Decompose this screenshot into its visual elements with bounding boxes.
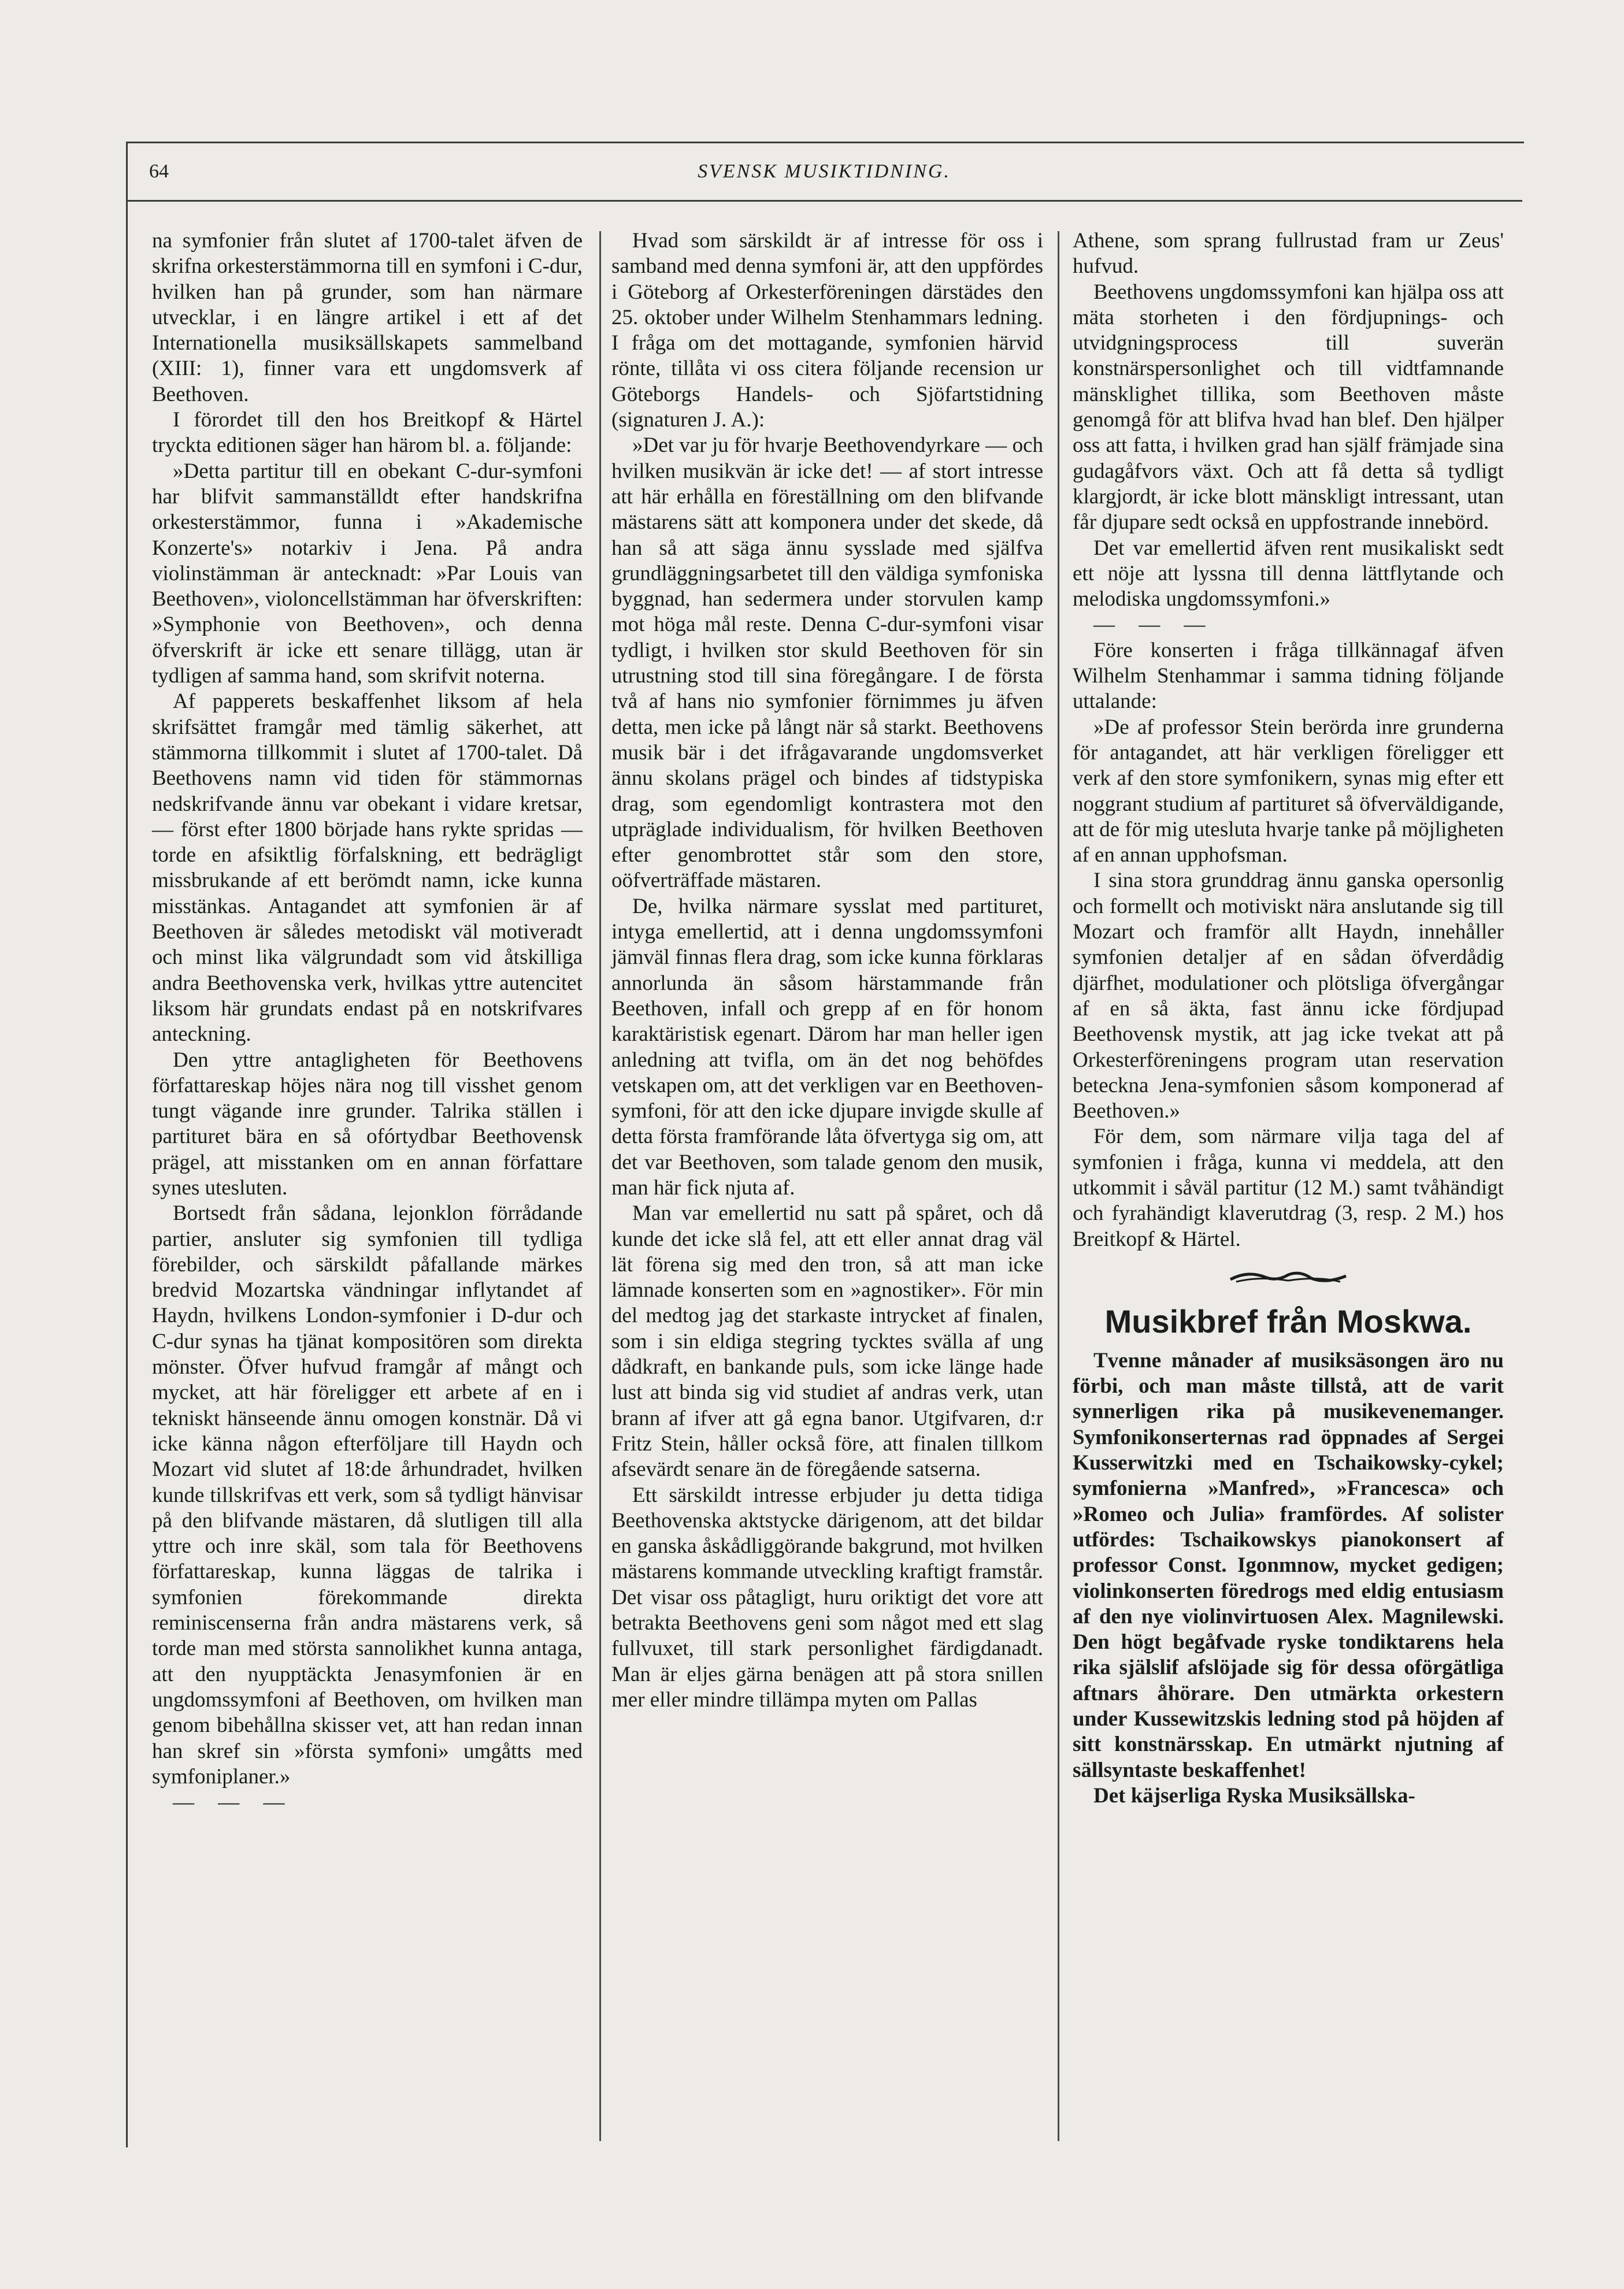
- page-header: [126, 144, 1522, 202]
- column-divider: [599, 231, 601, 2141]
- paragraph: »De af professor Stein berörda inre grunderna för antagandet, att här verkligen föreligger ett verk af den store symfonikern, synas mig efter ett noggrant studium af partituret så öfverväldigande, att de för mig utesluta hvarje tanke på möjligheten af en annan upphofsman.: [1073, 715, 1504, 867]
- column-1: [152, 228, 583, 1815]
- section-separator: — — —: [1093, 613, 1215, 637]
- paragraph: Man var emellertid nu satt på spåret, och då kunde det icke slå fel, att ett eller annat drag väl lät förena sig med den tron, så att man icke lämnade konserten som en »agnostiker». För min del medtog jag det starkaste intrycket af finalen, som i sin eldiga stegring tycktes svälla af ung dådkraft, en bankande puls, som icke länge hade lust att binda sig vid studiet af andras verk, utan brann af ifver att gå egna banor. Utgifvaren, d:r Fritz Stein, håller också före, att finalen tillkom afsevärdt senare än de föregående satserna.: [611, 1201, 1043, 1482]
- paragraph: Tvenne månader af musiksäsongen äro nu förbi, och man måste tillstå, att de varit synnerligen rika på musikevenemanger. Symfonikonserternas rad öppnades af Sergei Kusserwitzki med en Tschaikowsky-cykel; symfonierna »Manfred», »Francesca» och »Romeo och Julia» framfördes. Af solister utfördes: Tschaikowskys pianokonsert af professor Const. Igonmnow, mycket gedigen; violinkonserten föredrogs med eldig entusiasm af den nye violinvirtuosen Alex. Magnilewski. Den högt begåfvade ryske tondiktarens hela rika själslif afslöjade sig för dessa oförgätliga aftnars åhörare. Den utmärkta orkestern under Kussewitzskis ledning stod på höjden af sitt konstnärsskap. En utmärkt njutning af sällsyntaste beskaffenhet!: [1073, 1348, 1504, 1782]
- paragraph: Beethovens ungdomssymfoni kan hjälpa oss att mäta storheten i den fördjupnings- och utvidgningsprocess till suverän konstnärspersonlighet och till vidtfamnande mänsklighet tillika, som Beethoven måste genomgå för att blifva hvad han blef. Den hjälper oss att fatta, i hvilken grad han själf främjade sina gudagåfvors växt. Och att få detta så tydligt klargjordt, är icke blott mänskligt intressant, utan får djupare sedt också en uppfostrande innebörd.: [1073, 280, 1504, 535]
- ornament-divider: [1073, 1267, 1504, 1285]
- article-title: Musikbref från Moskwa.: [1104, 1303, 1472, 1340]
- running-title: SVENSK MUSIKTIDNING.: [698, 161, 951, 182]
- paragraph: För dem, som närmare vilja taga del af symfonien i fråga, kunna vi meddela, att den utkommit i såväl partitur (12 M.) samt tvåhändigt och fyrahändigt klaverutdrag (3, resp. 2 M.) hos Breitkopf & Härtel.: [1073, 1125, 1504, 1251]
- header-rule: [126, 200, 1522, 202]
- paragraph: Det var emellertid äfven rent musikaliskt sedt ett nöje att lyssna till denna lättflytande och melodiska ungdomssymfoni.»: [1073, 536, 1504, 611]
- paragraph: Athene, som sprang fullrustad fram ur Zeus' hufvud.: [1073, 229, 1504, 279]
- paragraph: Det käjserliga Ryska Musiksällska-: [1093, 1783, 1415, 1808]
- paragraph: Hvad som särskildt är af intresse för oss i samband med denna symfoni är, att den uppfördes i Göteborg af Orkesterföreningen därstädes den 25. oktober under Wilhelm Stenhammars ledning. I fråga om det mottagande, symfonien härvid rönte, tillåta vi oss citera följande recension ur Göteborgs Handels- och Sjöfartstidning (signaturen J. A.):: [611, 229, 1043, 432]
- paragraph: Bortsedt från sådana, lejonklon förrådande partier, ansluter sig symfonien till tydliga förebilder, och särskildt påfallande märkes bredvid Mozartska vändningar inflytandet af Haydn, hvilkens London-symfonier i D-dur och C-dur synas ha tjänat kompositören som direkta mönster. Öfver hufvud framgår af mångt och mycket, att här föreligger ett arbete af en i tekniskt hänseende ännu omogen konstnär. Då vi icke känna någon efterföljare till Haydn och Mozart vid slutet af 18:de århundradet, hvilken kunde tillskrifvas ett verk, som så tydligt hänvisar på den blifvande mästaren, då slutligen till alla yttre och inre skäl, som tala för Beethovens författareskap, kunna läggas de talrika i symfonien förekommande direkta reminiscenserna från andra mästarens verk, så torde man med största sannolikhet kunna antaga, att den nyupptäckta Jenasymfonien är en ungdomssymfoni af Beethoven, om hvilken man genom bibehållna skisser vet, att han redan innan han skref sin »första symfoni» umgåtts med symfoniplaner.»: [152, 1201, 583, 1789]
- column-2: [611, 228, 1043, 1713]
- column-divider: [1058, 231, 1059, 2141]
- paragraph: Den yttre antagligheten för Beethovens författareskap höjes nära nog till visshet genom tungt vägande inre grunder. Talrika ställen i partituret bära en så ofórtydbar Beethovensk prägel, att misstanken om en annan författare synes utesluten.: [152, 1048, 583, 1200]
- paragraph: »Det var ju för hvarje Beethovendyrkare — och hvilken musikvän är icke det! — af stort intresse att här erhålla en föreställning om den blifvande mästarens sätt att komponera under det skede, då han så att säga ännu sysslade med själfva grundläggningsarbetet till den väldiga symfoniska byggnad, han sedermera under storvulen kamp mot höga mål reste. Denna C-dur-symfoni visar tydligt, i hvilken stor skuld Beethoven för sin utrustning stod till sina föregångare. I de första två af hans nio symfonier förnimmes ju äfven detta, men icke på långt när så starkt. Beethovens musik bär i det ifrågavarande ungdomsverket ännu skolans prägel och bindes af tidstypiska drag, som egendomligt kontrastera mot den utpräglade individualism, för hvilken Beethoven efter genombrottet står som den store, oöfverträffade mästaren.: [611, 433, 1043, 893]
- paragraph: Före konserten i fråga tillkännagaf äfven Wilhelm Stenhammar i samma tidning följande uttalande:: [1073, 638, 1504, 714]
- page-number: 64: [149, 161, 169, 182]
- paragraph: I förordet till den hos Breitkopf & Härtel tryckta editionen säger han härom bl. a. följande:: [152, 408, 583, 458]
- paragraph: »Detta partitur till en obekant C-dur-symfoni har blifvit sammanställdt efter handskrifna orkesterstämmor, funna i »Akademische Konzerte's» notarkiv i Jena. På andra violinstämman är antecknadt: »Par Louis van Beethoven», violoncellstämman har öfverskriften: »Symphonie von Beethoven», och denna öfverskrift är icke ett senare tillägg, utan är tydligen af samma hand, som skrifvit noterna.: [152, 459, 583, 688]
- paragraph: Af papperets beskaffenhet liksom af hela skrifsättet framgår med tämlig säkerhet, att stämmorna tillkommit i slutet af 1700-talet. Då Beethovens namn vid tiden för stämmornas nedskrifvande ännu var obekant i vidare kretsar, — först efter 1800 började hans rykte spridas — torde en afsiktlig förfalskning, ett bedrägligt missbrukande af ett berömdt namn, icke kunna misstänkas. Antagandet att symfonien är af Beethoven är således metodiskt väl motiveradt och minst lika välgrundadt som vid åtskilliga andra Beethovenska verk, hvilkas yttre autencitet liksom här grundats endast på en notskrifvares anteckning.: [152, 689, 583, 1047]
- paragraph: na symfonier från slutet af 1700-talet äfven de skrifna orkesterstämmorna till en symfoni i C-dur, hvilken han på grunder, som han närmare utvecklar, i en längre artikel i ett af det Internationella musiksällskapets sammelband (XIII: 1), finner vara ett ungdomsverk af Beethoven.: [152, 229, 583, 406]
- paragraph: De, hvilka närmare sysslat med partituret, intyga emellertid, att i denna ungdomssymfoni jämväl finnas flera drag, som icke kunna förklaras annorlunda än såsom härstammande från Beethoven, infall och grepp af en för honom karaktäristisk egenart. Därom har man heller igen anledning att tvifla, om än det nog behöfdes vetskapen om, att det verkligen var en Beethoven-symfoni, för att den icke djupare invigde skulle af detta första framförande låta öfvertyga sig om, att det var Beethoven, som talade genom den musik, man här fick njuta af.: [611, 894, 1043, 1200]
- section-separator: — — —: [173, 1790, 294, 1815]
- paragraph: Ett särskildt intresse erbjuder ju detta tidiga Beethovenska aktstycke därigenom, att det bildar en ganska åskådliggörande bakgrund, mot hvilken mästarens kommande utveckling kraftigt framstår. Det visar oss påtagligt, huru oriktigt det vore att betrakta Beethovens geni som något med ett slag fullvuxet, till stark personlighet färdigdanadt. Man är eljes gärna benägen att på stora snillen mer eller mindre tillämpa myten om Pallas: [611, 1483, 1043, 1712]
- column-3: [1073, 228, 1504, 1809]
- ornament-icon: [1225, 1269, 1352, 1286]
- paragraph: I sina stora grunddrag ännu ganska opersonlig och formellt och motiviskt nära anslutande sig till Mozart och framför allt Haydn, innehåller symfonien detaljer af en sådan öfverdådig djärfhet, modulationer och plötsliga öfvergångar af en så äkta, fast ännu icke fördjupad Beethovensk mystik, att jag icke tvekat att på Orkesterföreningens program utan reservation beteckna Jena-symfonien såsom komponerad af Beethoven.»: [1073, 869, 1504, 1123]
